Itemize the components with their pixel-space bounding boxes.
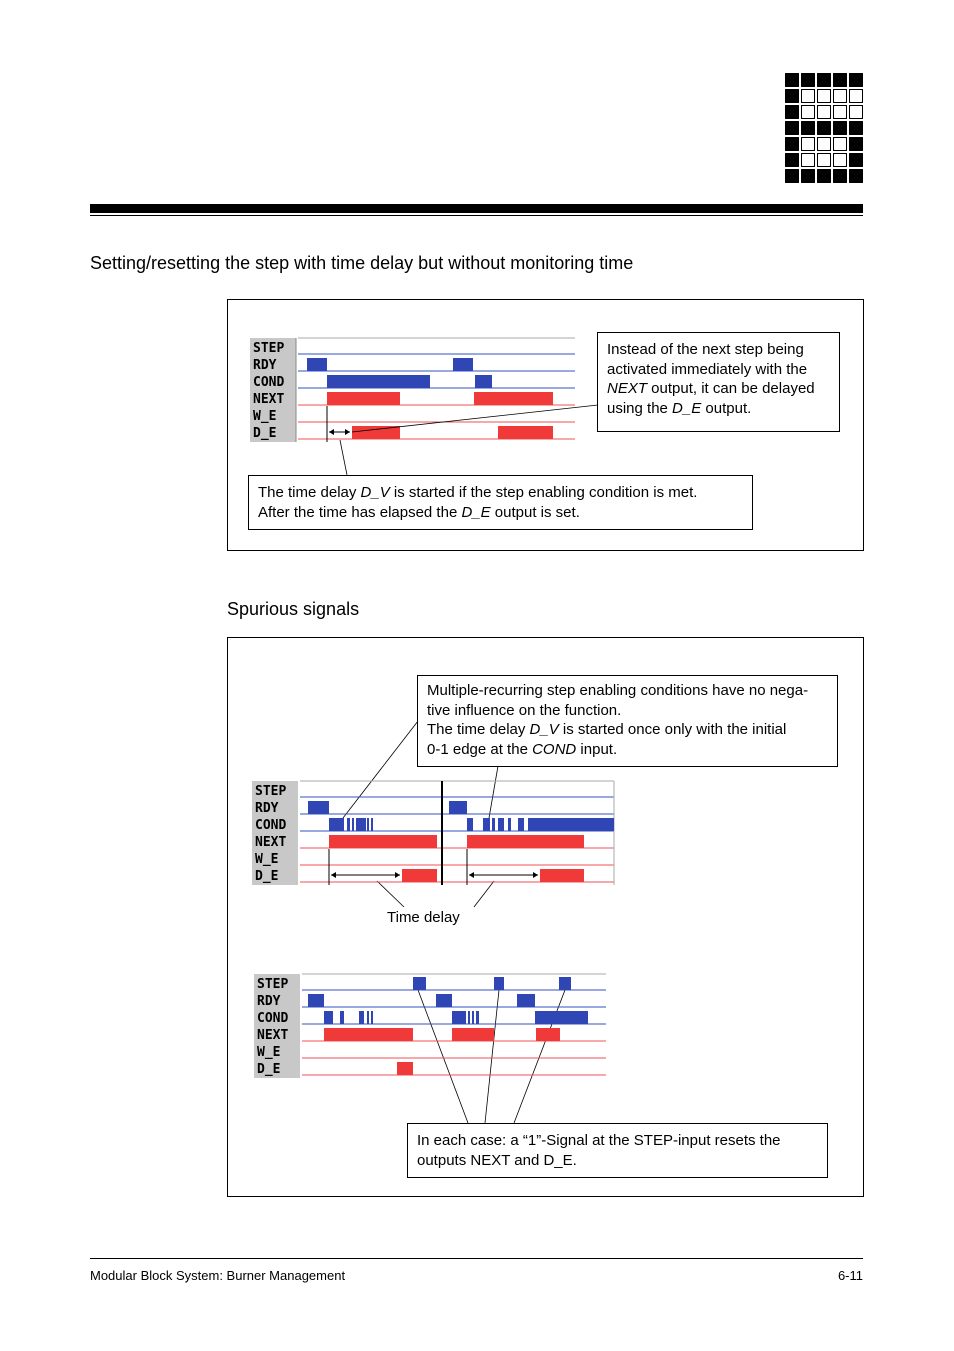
callout3-line4b: input. <box>576 740 618 758</box>
signal-label-next: NEXT <box>253 392 285 407</box>
callout1-line3: output, it can be delayed <box>647 380 815 397</box>
section-heading: Setting/resetting the step with time delay but without monitoring time <box>90 253 634 273</box>
callout3-dv: D_V <box>529 721 559 738</box>
signal-label-rdy: RDY <box>257 994 281 1009</box>
callout1-line4b: output. <box>701 399 752 417</box>
callout3-line1: Multiple-recurring step enabling conditions have no nega- <box>427 682 809 699</box>
signal-label-we: W_E <box>255 852 279 867</box>
callout4-line2: outputs NEXT and D_E. <box>417 1151 577 1169</box>
signal-label-de: D_E <box>257 1062 281 1077</box>
signal-label-next: NEXT <box>257 1028 289 1043</box>
callout2-line1b: is started if the step enabling condition is met. <box>389 484 698 501</box>
callout1-line2: activated immediately with the <box>607 360 808 378</box>
time-delay-label: Time delay <box>387 909 460 926</box>
callout-step-reset <box>407 1123 828 1178</box>
timing-diagram-2 <box>252 779 618 887</box>
callout1-line1: Instead of the next step being <box>607 341 804 358</box>
callout-multiple-conditions <box>417 675 838 767</box>
page-number: 6-11 <box>837 1268 863 1283</box>
signal-label-step: STEP <box>257 977 289 992</box>
callout1-de: D_E <box>672 399 702 417</box>
signal-label-cond: COND <box>253 375 285 390</box>
callout3-line3a: The time delay <box>427 721 530 738</box>
callout2-de: D_E <box>461 503 491 521</box>
signal-label-next: NEXT <box>255 835 287 850</box>
callout2-line1a: The time delay <box>258 484 361 501</box>
footer-rule <box>90 1258 863 1259</box>
signal-label-step: STEP <box>253 341 285 356</box>
signal-label-cond: COND <box>257 1011 289 1026</box>
callout3-line2: tive influence on the function. <box>427 701 622 719</box>
signal-label-step: STEP <box>255 784 287 799</box>
callout-time-delay-start <box>248 475 753 530</box>
signal-label-de: D_E <box>255 869 279 884</box>
callout2-dv: D_V <box>360 484 390 501</box>
signal-label-we: W_E <box>253 409 277 424</box>
footer-title: Modular Block System: Burner Management <box>90 1268 346 1283</box>
subsection-heading: Spurious signals <box>227 599 360 619</box>
signal-label-rdy: RDY <box>255 801 279 816</box>
callout3-cond: COND <box>532 740 577 758</box>
callout-next-delay <box>597 332 840 432</box>
signal-label-rdy: RDY <box>253 358 277 373</box>
callout2-line2b: output is set. <box>490 503 580 521</box>
signal-label-we: W_E <box>257 1045 281 1060</box>
signal-label-de: D_E <box>253 426 277 441</box>
callout3-line3b: is started once only with the initial <box>558 721 787 738</box>
callout1-line4a: using the <box>607 399 673 417</box>
callout1-next: NEXT <box>607 380 648 397</box>
callout4-line1: In each case: a “1”-Signal at the STEP-input resets the <box>417 1132 781 1149</box>
callout2-line2a: After the time has elapsed the <box>258 503 462 521</box>
callout3-line4a: 0-1 edge at the <box>427 740 533 758</box>
signal-label-cond: COND <box>255 818 287 833</box>
timing-diagram-3 <box>254 972 610 1080</box>
